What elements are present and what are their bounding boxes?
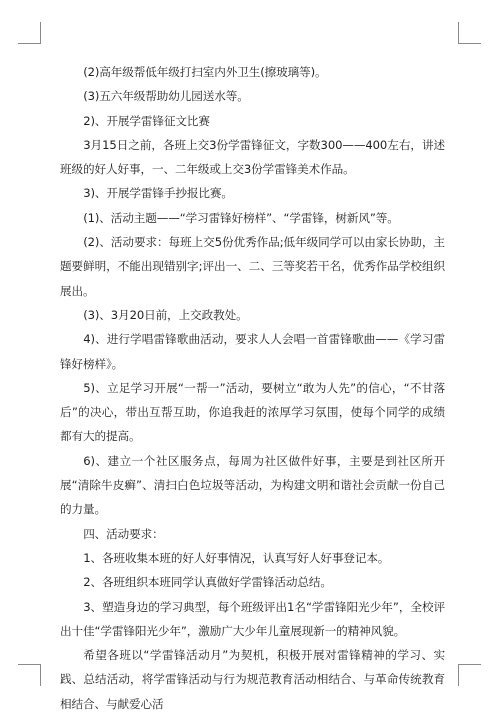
crop-mark-top-right-horizontal	[458, 43, 481, 44]
section-heading: 四、活动要求：	[83, 526, 164, 541]
paragraph: 2、各班组织本班同学认真做好学雷锋活动总结。	[83, 575, 332, 590]
paragraph: (3)五六年级帮助幼儿园送水等。	[83, 89, 249, 104]
paragraph: 5)、立足学习开展“一帮一”活动，要树立“敢为人先”的信心，“不甘落后”的决心，带出互帮互助，你追我赶的浓厚学习氛围，使每个同学的成绩都有大的提高。	[60, 380, 445, 444]
document-body	[60, 60, 445, 716]
paragraph: 3月15日之前，各班上交3份学雷锋征文，字数300——400左右，讲述班级的好人好事，一、二年级或上交3份学雷锋美术作品。	[60, 137, 445, 177]
crop-mark-bottom-right-horizontal	[458, 664, 481, 665]
crop-mark-bottom-left-horizontal	[18, 664, 41, 665]
crop-mark-top-right-vertical	[458, 22, 459, 44]
crop-mark-top-left-horizontal	[18, 43, 41, 44]
section-heading: 3)、开展学雷锋手抄报比赛。	[83, 186, 233, 201]
crop-mark-top-left-vertical	[40, 22, 41, 44]
paragraph: 4)、进行学唱雷锋歌曲活动，要求人人会唱一首雷锋歌曲——《学习雷锋好榜样》。	[60, 332, 445, 371]
paragraph: (3)、3月20日前，上交政教处。	[83, 307, 248, 322]
paragraph: (1)、活动主题——“学习雷锋好榜样”、“学雷锋，树新风”等。	[83, 210, 399, 225]
crop-mark-bottom-left-vertical	[40, 664, 41, 686]
section-heading: 2)、开展学雷锋征文比赛	[83, 113, 210, 128]
paragraph: (2)高年级帮低年级打扫室内外卫生(擦玻璃等)。	[83, 65, 327, 79]
crop-mark-bottom-right-vertical	[458, 664, 459, 686]
paragraph: 6)、建立一个社区服务点，每周为社区做件好事，主要是到社区所开展“清除牛皮癣”、清扫白色垃圾等活动，为构建文明和谐社会贡献一份自己的力量。	[60, 453, 445, 517]
paragraph: (2)、活动要求：每班上交5份优秀作品;低年级同学可以由家长协助，主题要鲜明，不能出现错别字;评出一、二、三等奖若干名，优秀作品学校组织展出。	[60, 235, 445, 298]
paragraph: 3、塑造身边的学习典型，每个班级评出1名“学雷锋阳光少年”，全校评出十佳“学雷锋阳光少年”，激励广大少年儿童展现新一的精神风貌。	[60, 599, 445, 638]
paragraph: 1、各班收集本班的好人好事情况，认真写好人好事登记本。	[83, 550, 390, 565]
paragraph: 希望各班以“学雷锋活动月”为契机，积极开展对雷锋精神的学习、实践、总结活动，将学雷锋活动与行为规范教育活动相结合、与革命传统教育相结合、与献爱心活	[60, 648, 445, 711]
